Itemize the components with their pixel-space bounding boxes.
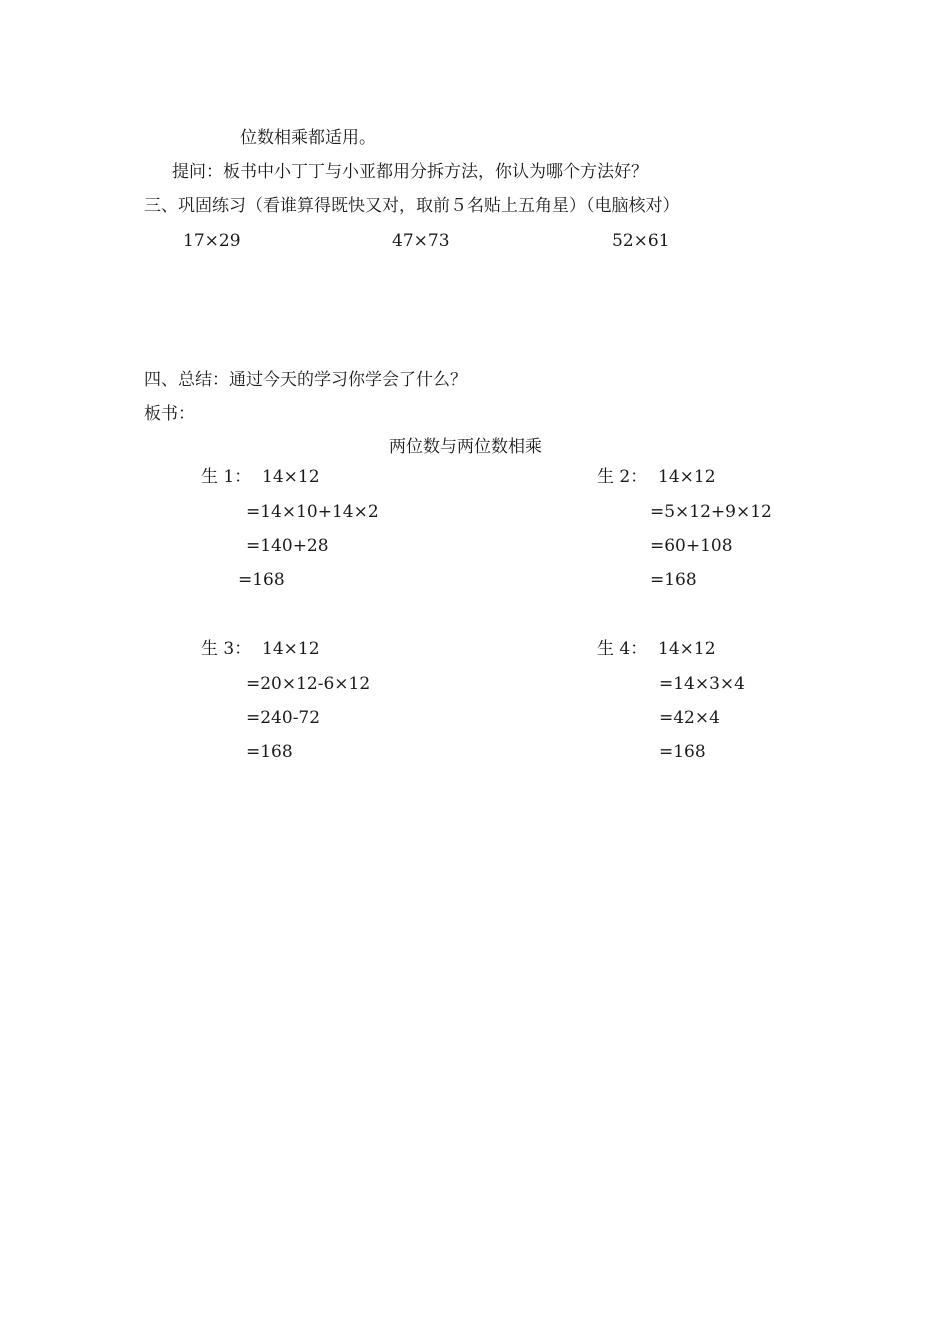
student-3-problem: 14×12 — [262, 639, 320, 659]
student-1-step-1: =14×10+14×2 — [246, 502, 379, 522]
student-1-problem: 14×12 — [262, 467, 320, 487]
section-3-heading: 三、巩固练习（看谁算得既快又对，取前５名贴上五角星）（电脑核对） — [144, 196, 680, 216]
student-3-label: 生 3： — [201, 639, 252, 659]
question-line: 提问：板书中小丁丁与小亚都用分拆方法，你认为哪个方法好？ — [172, 162, 648, 182]
exercise-2: 47×73 — [392, 231, 450, 251]
student-2-step-1: =5×12+9×12 — [650, 502, 772, 522]
student-3-step-1: =20×12-6×12 — [246, 674, 371, 694]
board-title: 两位数与两位数相乘 — [389, 437, 542, 457]
continuation-line: 位数相乘都适用。 — [240, 128, 376, 148]
student-2-step-2: =60+108 — [650, 536, 733, 556]
student-4-step-3: =168 — [659, 742, 706, 762]
student-1-step-3: =168 — [238, 570, 285, 590]
student-2-step-3: =168 — [650, 570, 697, 590]
student-2-label: 生 2： — [597, 467, 648, 487]
student-3-step-2: =240-72 — [246, 708, 321, 728]
student-1-label: 生 1： — [201, 467, 252, 487]
student-4-label: 生 4： — [597, 639, 648, 659]
student-4-problem: 14×12 — [658, 639, 716, 659]
exercise-3: 52×61 — [612, 231, 670, 251]
student-2-problem: 14×12 — [658, 467, 716, 487]
exercise-1: 17×29 — [183, 231, 241, 251]
student-4-step-2: =42×4 — [659, 708, 720, 728]
student-1-step-2: =140+28 — [246, 536, 329, 556]
student-3-step-3: =168 — [246, 742, 293, 762]
student-4-step-1: =14×3×4 — [659, 674, 745, 694]
board-label: 板书： — [144, 404, 195, 424]
section-4-heading: 四、总结：通过今天的学习你学会了什么？ — [144, 370, 467, 390]
